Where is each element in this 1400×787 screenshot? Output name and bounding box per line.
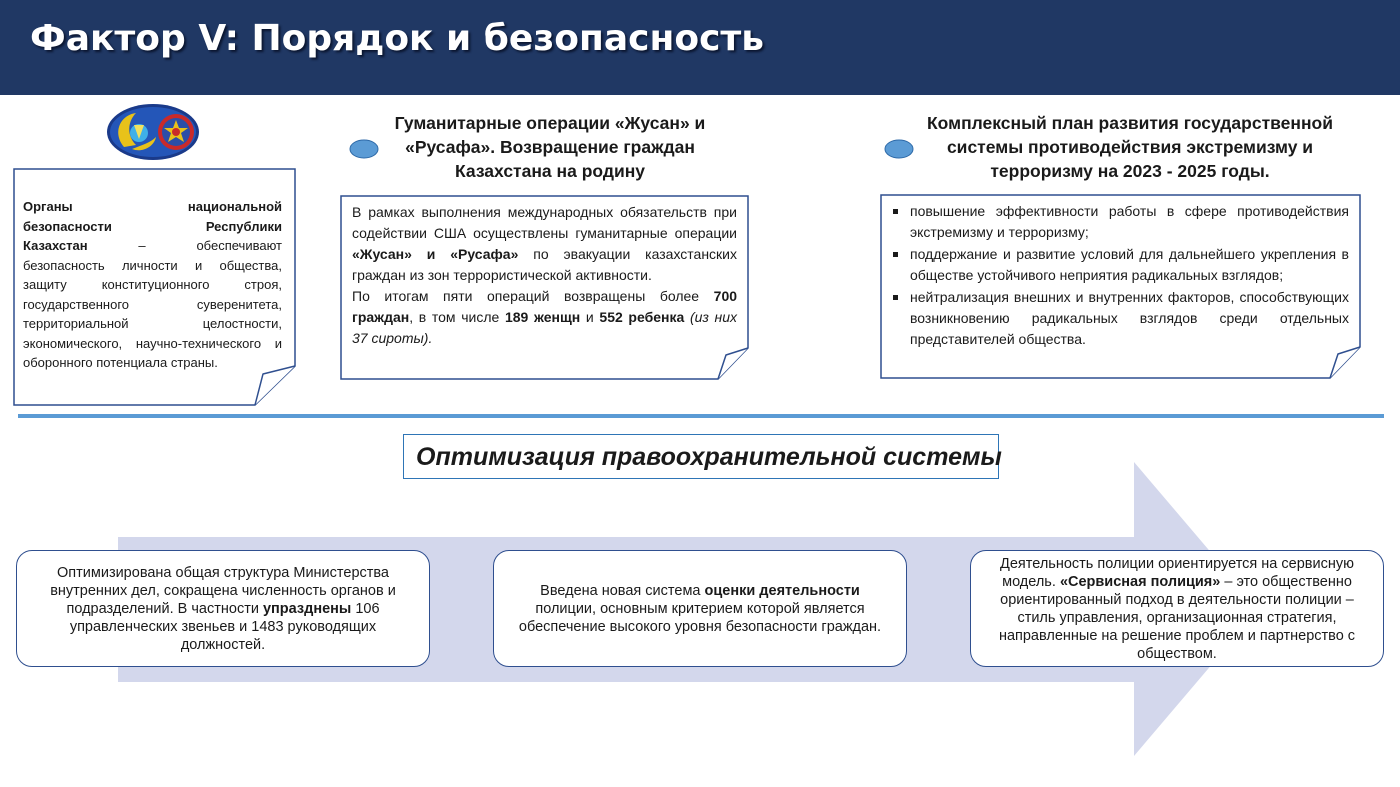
humanitarian-p2-and: и	[585, 309, 594, 325]
card2-bold: оценки деятельности	[704, 582, 860, 599]
optimization-title-box	[403, 434, 1002, 479]
knb-org-line	[23, 236, 282, 256]
plan-bullet: нейтрализация внешних и внутренних факторов, способствующих возникновению радикальных взглядов среди отдельных представителей общества.	[910, 287, 1349, 350]
returned-citizens-count: 700 граждан	[352, 288, 738, 325]
card3-text-start: Деятельность полиции ориентируется на сервисную модель.	[1000, 555, 1354, 590]
card1-text-start: Оптимизирована общая структура Министерства внутренних дел, сокращена численность органов и подразделений. В частности	[50, 564, 396, 617]
knb-title-line2: безопасности Республики	[23, 218, 282, 234]
humanitarian-p1-end: по эвакуации казахстанских граждан из зон террористической активности.	[352, 246, 738, 283]
service-police-card	[970, 550, 1384, 667]
knb-description: безопасность личности и общества, защиту конституционного строя, государственного суверенитета, территориальной целостности, экономического, научно-технического и оборонного потенциала страны.	[23, 257, 282, 370]
returned-children-count: 552 ребенка	[599, 309, 685, 325]
humanitarian-p1-start: В рамках выполнения международных обязательств при содействии США осуществлены гуманитарные операции	[352, 204, 737, 241]
card3-text-end: – это общественно ориентированный подход в деятельности полиции – стиль управления, организационная стратегия, направленные на решение проблем и партнерство с обществом.	[998, 573, 1356, 662]
humanitarian-p2-mid: , в том числе	[409, 309, 500, 325]
kz-security-emblem-icon	[106, 103, 200, 161]
plan-heading: Комплексный план развития государственной системы противодействия экстремизму и терроризму на 2023 - 2025 годы.	[926, 113, 1333, 181]
card2-text-end: полиции, основным критерием которой является обеспечение высокого уровня безопасности граждан.	[518, 600, 882, 635]
optimization-title: Оптимизация правоохранительной системы	[416, 443, 1002, 471]
orphans-note: (из них 37 сироты).	[352, 309, 738, 346]
bullet-dot-icon	[349, 139, 379, 159]
header-bar	[0, 0, 1400, 95]
humanitarian-paragraph-2	[352, 286, 737, 349]
mvd-structure-card	[16, 550, 430, 667]
knb-title-line1: Органы национальной	[23, 199, 282, 214]
card1-text-end: 106 управленческих звеньев и 1483 руководящих должностей.	[69, 600, 380, 653]
knb-dash-text: – обеспечивают	[138, 238, 282, 253]
section-divider	[18, 414, 1384, 418]
card3-bold: «Сервисная полиция»	[1059, 573, 1221, 590]
plan-bullet: повышение эффективности работы в сфере противодействия экстремизму и терроризму;	[910, 201, 1349, 243]
performance-evaluation-card	[493, 550, 907, 667]
knb-note	[13, 168, 296, 406]
humanitarian-p2-start: По итогам пяти операций возвращены более	[352, 288, 700, 304]
humanitarian-heading: Гуманитарные операции «Жусан» и «Русафа». Возвращение граждан Казахстана на родину	[394, 113, 706, 181]
card-text	[987, 555, 1367, 663]
humanitarian-paragraph-1	[352, 202, 737, 286]
returned-women-count: 189 женщн	[504, 309, 581, 325]
plan-bullets	[886, 201, 1349, 350]
card1-bold: упразднены	[262, 600, 352, 617]
card-text	[510, 582, 890, 636]
card2-text-start: Введена новая система	[540, 582, 701, 599]
plan-note	[880, 194, 1361, 379]
operations-names: «Жусан» и «Русафа»	[352, 246, 519, 262]
page-title: Фактор V: Порядок и безопасность	[30, 18, 765, 59]
plan-bullet: поддержание и развитие условий для дальнейшего укрепления в обществе устойчивого неприятия радикальных взглядов;	[910, 244, 1349, 286]
card-text	[33, 564, 413, 654]
bullet-dot-icon	[884, 139, 914, 159]
humanitarian-note	[340, 195, 749, 380]
knb-org: Казахстан	[23, 238, 88, 253]
